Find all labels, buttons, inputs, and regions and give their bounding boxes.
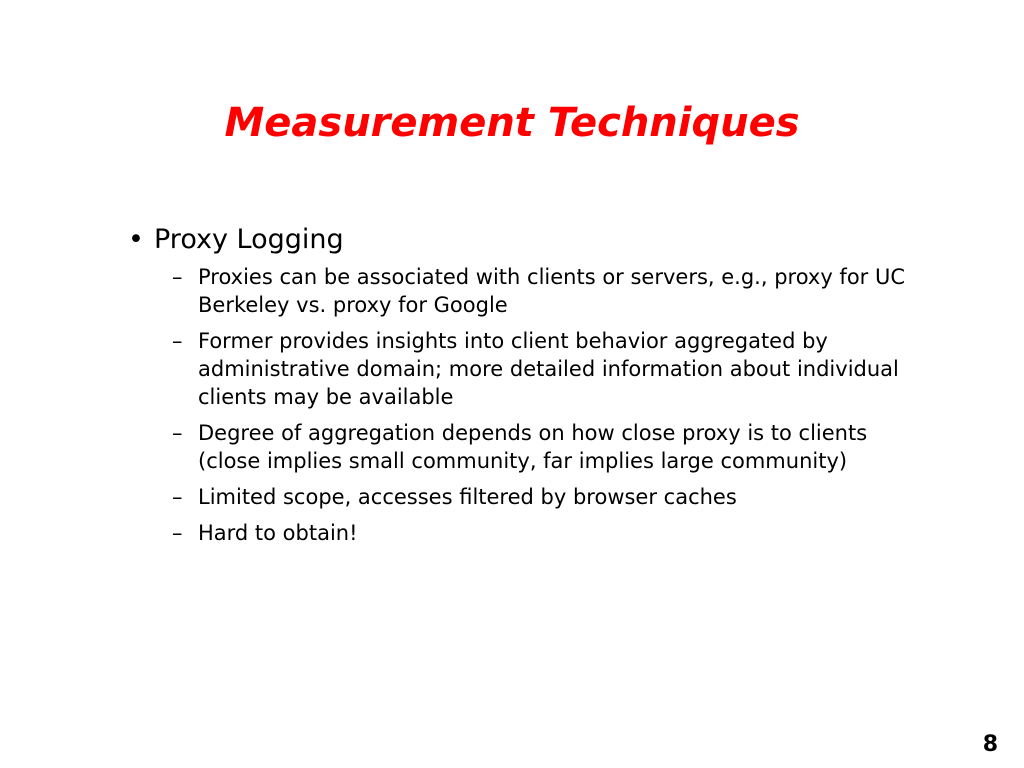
sub-bullet-text: Hard to obtain! bbox=[198, 521, 358, 545]
bullet-text: Proxy Logging bbox=[154, 224, 344, 255]
sub-bullet-item bbox=[172, 519, 918, 547]
sub-bullet-item bbox=[172, 327, 918, 411]
slide-content bbox=[128, 224, 918, 555]
sub-bullet-text: Degree of aggregation depends on how close proxy is to clients (close implies small community, far implies large community) bbox=[198, 421, 868, 473]
page-number: 8 bbox=[982, 732, 998, 757]
bullet-item bbox=[128, 224, 918, 255]
bullet-marker: • bbox=[128, 224, 144, 255]
sub-bullet-item bbox=[172, 483, 918, 511]
sub-bullet-text: Proxies can be associated with clients or servers, e.g., proxy for UC Berkeley vs. proxy for Google bbox=[198, 265, 906, 317]
sub-bullet-text: Former provides insights into client behavior aggregated by administrative domain; more detailed information about individual clients may be available bbox=[198, 329, 899, 409]
dash-marker: – bbox=[172, 265, 183, 289]
slide-title: Measurement Techniques bbox=[224, 100, 800, 146]
dash-marker: – bbox=[172, 421, 183, 445]
dash-marker: – bbox=[172, 521, 183, 545]
sub-bullet-text: Limited scope, accesses filtered by browser caches bbox=[198, 485, 737, 509]
dash-marker: – bbox=[172, 329, 183, 353]
sub-bullet-item bbox=[172, 419, 918, 475]
sub-bullet-item bbox=[172, 263, 918, 319]
dash-marker: – bbox=[172, 485, 183, 509]
sub-bullet-list bbox=[172, 263, 918, 547]
